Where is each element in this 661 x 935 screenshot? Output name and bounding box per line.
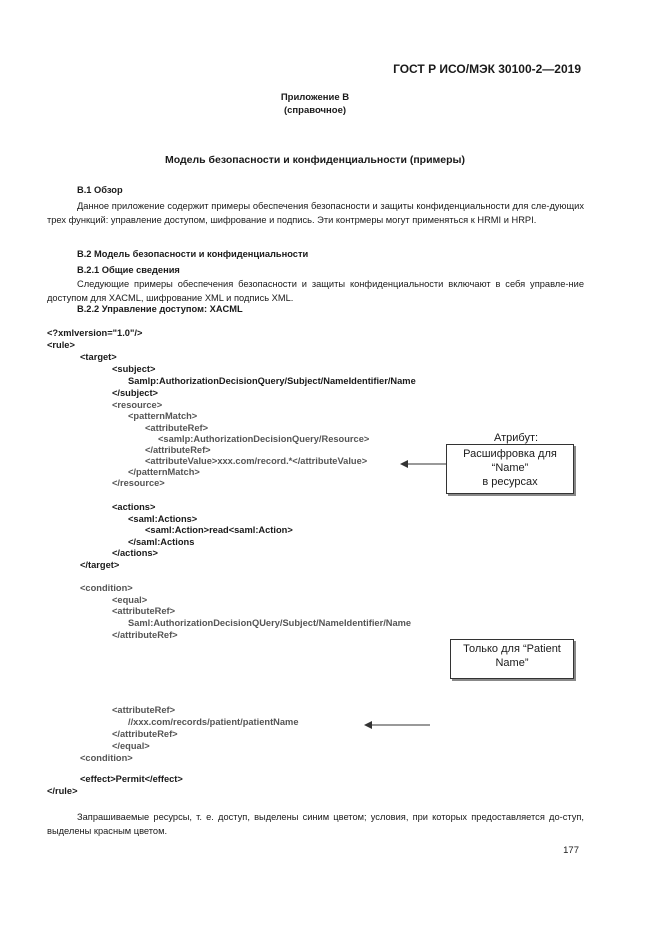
code-line: <subject> — [112, 364, 156, 374]
code-line: </attributeRef> — [112, 630, 178, 640]
code-line: <target> — [80, 352, 117, 362]
code-line: <saml:Action>read<saml:Action> — [145, 525, 293, 535]
code-line: <attributeRef> — [145, 423, 209, 433]
code-line: <effect>Permit</effect> — [80, 774, 183, 784]
code-line: <saml:Actions> — [128, 514, 198, 524]
section-b21-heading: В.2.1 Общие сведения — [77, 265, 180, 275]
section-b21-text: Следующие примеры обеспечения безопасности и защиты конфиденциальности включают в себя управле-ние доступом для XACML, шифрование XML и подпись XML. — [47, 279, 584, 303]
code-line: <?xmlversion="1.0"/> — [47, 328, 143, 338]
code-line: <samlp:AuthorizationDecisionQuery/Resource> — [158, 434, 370, 444]
code-line: </patternMatch> — [128, 467, 200, 477]
appendix-note: (справочное) — [283, 105, 347, 116]
code-line: <attributeRef> — [112, 705, 176, 715]
code-line: </attributeRef> — [112, 729, 178, 739]
code-line: <actions> — [112, 502, 156, 512]
footer-paragraph: Запрашиваемые ресурсы, т. е. доступ, выделены синим цветом; условия, при которых предоставляется до-ступ, выделены красным цветом. — [47, 812, 584, 836]
callout-line: Name” — [495, 657, 529, 669]
code-line: </resource> — [112, 478, 165, 488]
callout-box-name-decryption — [446, 444, 574, 494]
code-line: </equal> — [112, 741, 150, 751]
code-line: </saml:Actions — [128, 537, 195, 547]
code-line: </attributeRef> — [145, 445, 211, 455]
code-line: Samlp:AuthorizationDecisionQuery/Subject/NameIdentifier/Name — [128, 376, 416, 386]
section-b1-text: Данное приложение содержит примеры обеспечения безопасности и защиты конфиденциальности для сле-дующих трех функций: управление доступом, шифрование и подпись. Эти контрмеры могут применяться к HRMI и HRPI. — [47, 201, 584, 225]
code-line: <condition> — [80, 583, 133, 593]
section-b2-heading: В.2 Модель безопасности и конфиденциальности — [77, 249, 309, 259]
code-line: </rule> — [47, 786, 78, 796]
code-line: <attributeRef> — [112, 606, 176, 616]
callout-line: в ресурсах — [482, 476, 538, 488]
callout-line: “Name” — [491, 462, 529, 474]
code-line: </target> — [80, 560, 120, 570]
appendix-title: Приложение В — [280, 92, 350, 103]
section-b22-heading: В.2.2 Управление доступом: XACML — [77, 304, 243, 314]
code-line: </actions> — [112, 548, 158, 558]
arrow-left-icon — [362, 718, 432, 732]
attribute-label: Атрибут: — [494, 432, 539, 444]
section-b1-heading: В.1 Обзор — [77, 185, 123, 195]
page-number: 177 — [563, 845, 579, 856]
callout-line: Расшифровка для — [463, 448, 557, 460]
code-line: <patternMatch> — [128, 411, 198, 421]
code-line: </subject> — [112, 388, 158, 398]
code-line: <equal> — [112, 595, 148, 605]
code-line: //xxx.com/records/patient/patientName — [128, 717, 299, 727]
document-header: ГОСТ Р ИСО/МЭК 30100-2—2019 — [393, 62, 581, 76]
callout-line: Только для “Patient — [463, 643, 561, 655]
callout-box-patient-name — [450, 639, 574, 679]
code-line: <attributeValue>xxx.com/record.*</attributeValue> — [145, 456, 368, 466]
code-line: Saml:AuthorizationDecisionQUery/Subject/NameIdentifier/Name — [128, 618, 412, 628]
code-line: <rule> — [47, 340, 75, 350]
arrow-left-icon — [398, 457, 448, 471]
code-line: <condition> — [80, 753, 133, 763]
code-line: <resource> — [112, 400, 163, 410]
main-title: Модель безопасности и конфиденциальности (примеры) — [164, 154, 466, 166]
